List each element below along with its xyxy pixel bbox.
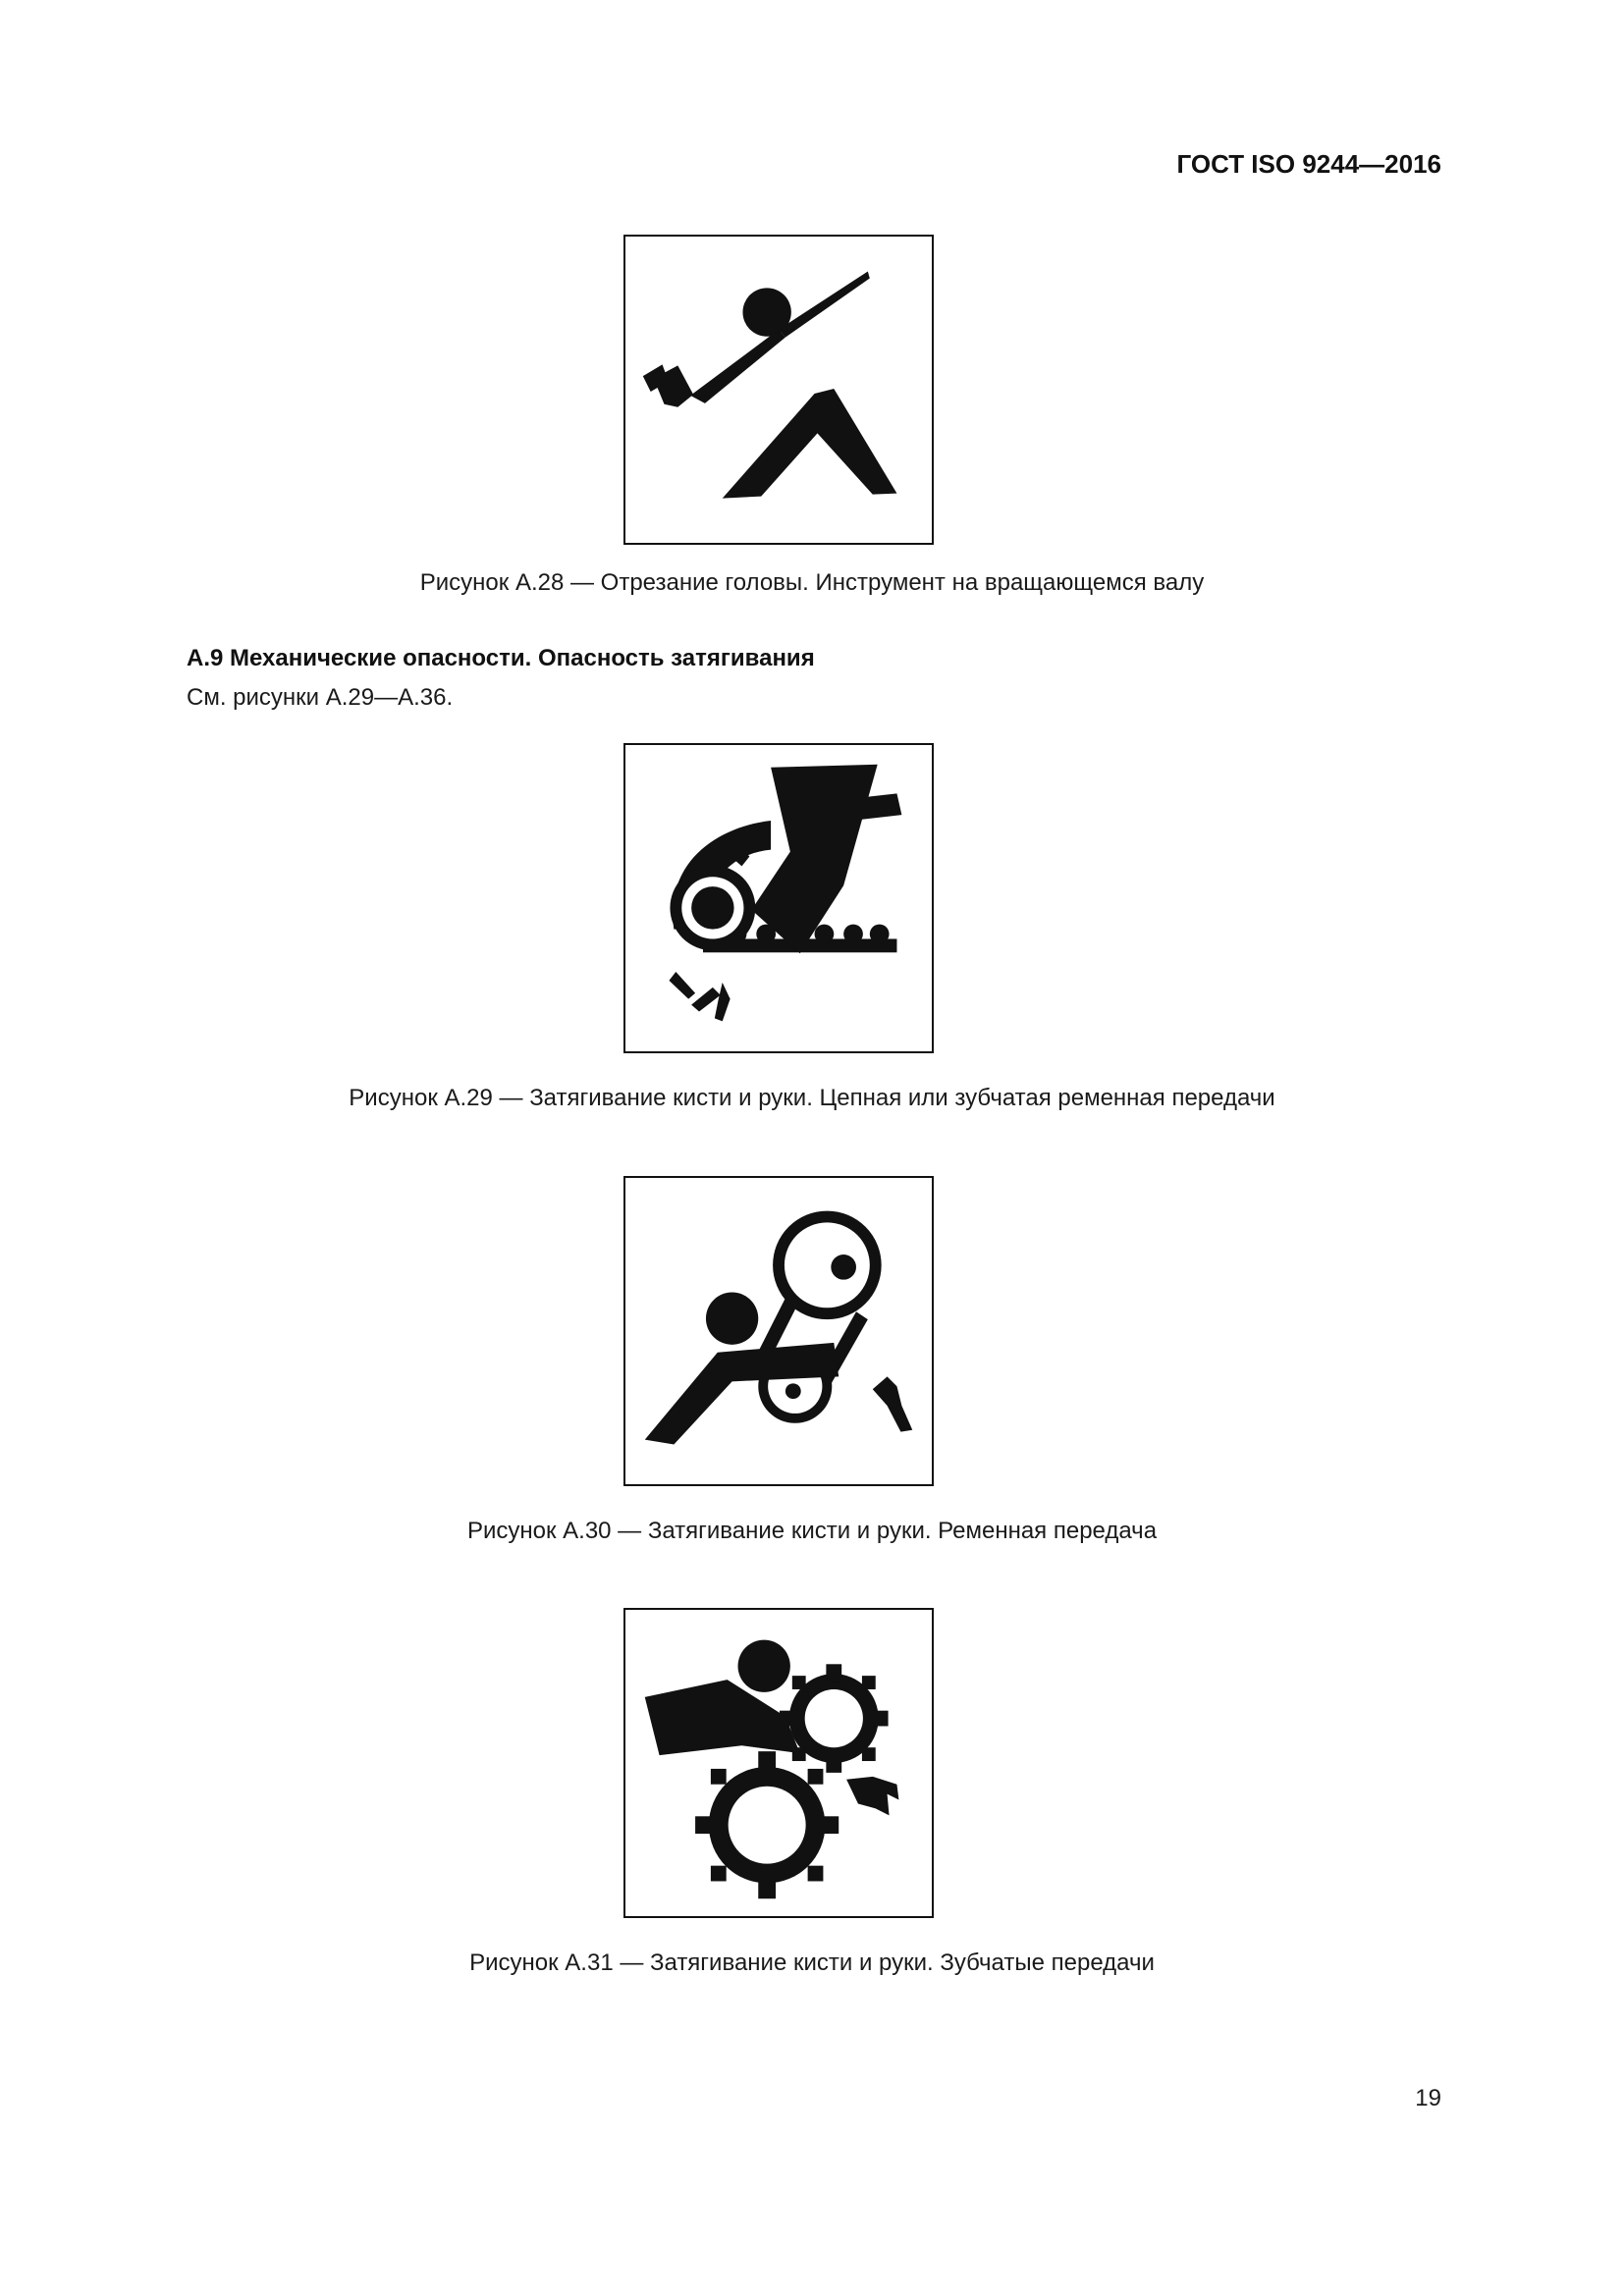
arm-entanglement-chain-drive-icon — [625, 745, 932, 1051]
figure-a31-pictogram — [623, 1608, 934, 1918]
section-reference: См. рисунки А.29—А.36. — [187, 684, 454, 711]
figure-a29-caption: Рисунок А.29 — Затягивание кисти и руки. Цепная или зубчатая ременная передачи — [349, 1085, 1275, 1111]
section-heading: А.9 Механические опасности. Опасность затягивания — [187, 645, 815, 671]
head-cut-tool-on-shaft-icon — [625, 237, 932, 543]
figure-a29-pictogram — [623, 743, 934, 1053]
figure-a28-caption: Рисунок А.28 — Отрезание головы. Инструмент на вращающемся валу — [419, 569, 1205, 596]
figure-a28-pictogram — [623, 235, 934, 545]
figure-a30-pictogram — [623, 1176, 934, 1486]
page-number: 19 — [1415, 2085, 1441, 2111]
figure-a31-caption: Рисунок А.31 — Затягивание кисти и руки. Зубчатые передачи — [469, 1949, 1155, 1976]
arm-entanglement-belt-drive-icon — [625, 1178, 932, 1484]
arm-entanglement-gear-drive-icon — [625, 1610, 932, 1916]
figure-a30-caption: Рисунок А.30 — Затягивание кисти и руки. Ременная передача — [466, 1518, 1158, 1544]
document-header: ГОСТ ISO 9244—2016 — [1176, 149, 1441, 179]
